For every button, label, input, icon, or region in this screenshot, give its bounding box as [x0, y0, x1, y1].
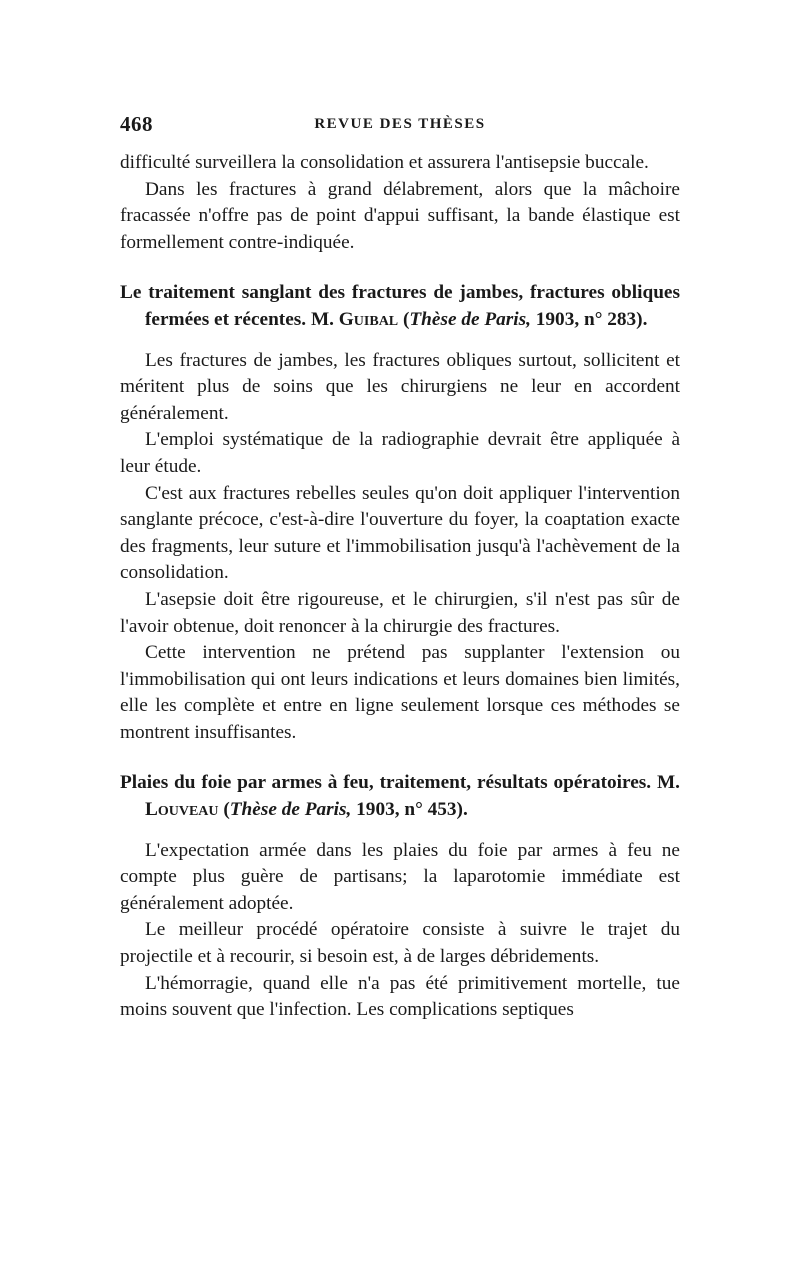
paragraph: Les fractures de jambes, les fractures obliques surtout, sollicitent et méritent plus de soins que les chirurgiens ne leur en accordent généralement.	[120, 349, 680, 424]
section-title: Plaies du foie par armes à feu, traitement, résultats opératoires.	[120, 772, 652, 794]
section-heading	[120, 770, 680, 823]
paragraph: L'hémorragie, quand elle n'a pas été primitivement mortelle, tue moins souvent que l'infection. Les complications septiques	[120, 972, 680, 1021]
author-name: Guibal	[338, 308, 399, 330]
source-details: 1903, n° 283).	[530, 308, 648, 330]
source-open: (	[223, 799, 230, 821]
author-prefix: M.	[310, 308, 334, 330]
paragraph: Cette intervention ne prétend pas supplanter l'extension ou l'immobilisation qui ont leurs indications et leurs domaines bien limités, elle les complète et entre en ligne seulement lorsque ces méthodes se montrent insuffisantes.	[120, 642, 680, 743]
body-text	[120, 150, 680, 1024]
paragraph: L'emploi systématique de la radiographie devrait être appliquée à leur étude.	[120, 429, 680, 477]
paragraph: Dans les fractures à grand délabrement, alors que la mâchoire fracassée n'offre pas de point d'appui suffisant, la bande élastique est formellement contre-indiquée.	[120, 178, 680, 253]
paragraph: difficulté surveillera la consolidation et assurera l'antisepsie buccale.	[120, 152, 649, 173]
paragraph: L'expectation armée dans les plaies du foie par armes à feu ne compte plus guère de partisans; la laparotomie immédiate est généralement adoptée.	[120, 839, 680, 914]
source-details: 1903, n° 453).	[351, 799, 468, 821]
paragraph: L'asepsie doit être rigoureuse, et le chirurgien, s'il n'est pas sûr de l'avoir obtenue, doit renoncer à la chirurgie des fractures.	[120, 588, 680, 637]
running-title: REVUE DES THÈSES	[314, 116, 486, 132]
author-prefix: M.	[656, 772, 680, 794]
source-open: (	[402, 308, 410, 330]
running-head	[120, 112, 680, 142]
section-title: Le traitement sanglant des fractures de jambes, fractures obliques fermées et récentes.	[120, 282, 680, 330]
section-heading	[120, 280, 680, 333]
author-name: Louveau	[145, 799, 219, 821]
page-number: 468	[120, 112, 153, 136]
source-title: Thèse de Paris,	[229, 799, 352, 821]
paragraph: Le meilleur procédé opératoire consiste à suivre le trajet du projectile et à recourir, si besoin est, à de larges débridements.	[120, 919, 680, 968]
paragraph: C'est aux fractures rebelles seules qu'on doit appliquer l'intervention sanglante précoce, c'est-à-dire l'ouverture du foyer, la coaptation exacte des fragments, leur suture et l'immobilisation jusqu'à l'achèvement de la consolidation.	[120, 482, 680, 584]
source-title: Thèse de Paris,	[409, 308, 531, 330]
